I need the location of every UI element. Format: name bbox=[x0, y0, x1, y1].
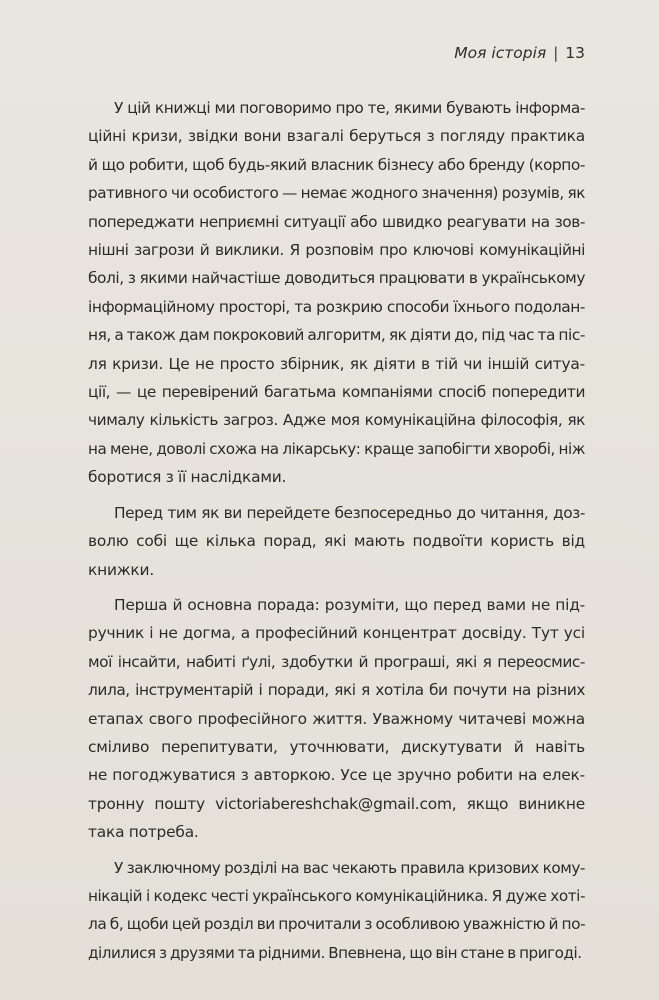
text-line: ції, — це перевірений багатьма компаніями спосіб попередити bbox=[88, 383, 585, 402]
text-line: Перед тим як ви перейдете безпосередньо до читання, доз- bbox=[114, 503, 585, 522]
text-line: волю собі ще кілька порад, які мають подвоїти користь від bbox=[88, 532, 585, 551]
text-line: нішні загрози й виклики. Я розповім про ключові комунікаційні bbox=[88, 241, 585, 260]
page-number: 13 bbox=[565, 44, 585, 62]
text-line: нікацій і кодекс честі українського комунікаційника. Я дуже хоті- bbox=[88, 886, 585, 905]
text-line: тронну пошту victoriabereshchak@gmail.com, якщо виникне bbox=[88, 794, 585, 813]
text-line: лила, інструментарій і поради, які я хотіла би почути на різних bbox=[88, 681, 585, 700]
text-line: ня, а також дам покроковий алгоритм, як діяти до, під час та піс- bbox=[88, 326, 585, 345]
text-line: етапах свого професійного життя. Уважному читачеві можна bbox=[88, 709, 585, 728]
text-line: боротися з її наслідками. bbox=[88, 468, 287, 487]
text-line: сміливо перепитувати, уточнювати, дискутувати й навіть bbox=[88, 737, 585, 756]
paragraph-2 bbox=[88, 499, 585, 584]
text-line: ційні кризи, звідки вони взагалі беруться з погляду практика bbox=[88, 127, 585, 146]
text-line: ділилися з друзями та рідними. Впевнена, що він стане в пригоді. bbox=[88, 943, 582, 962]
text-line: й що робити, щоб будь-який власник бізнесу або бренду (корпо- bbox=[88, 155, 585, 174]
text-line: така потреба. bbox=[88, 823, 199, 842]
text-line: У цій книжці ми поговоримо про те, якими бувають інформа- bbox=[114, 99, 585, 117]
text-line: ля кризи. Це не просто збірник, як діяти в тій чи іншій ситуа- bbox=[88, 354, 585, 373]
running-header bbox=[454, 44, 585, 62]
text-line: болі, з якими найчастіше доводиться працювати в українському bbox=[88, 269, 585, 288]
text-line: чималу кількість загроз. Адже моя комунікаційна філософія, як bbox=[88, 411, 585, 430]
text-line: У заключному розділі на вас чекають правила кризових кому- bbox=[114, 858, 585, 877]
text-line: ративного чи особистого — немає жодного значення) розумів, як bbox=[88, 184, 585, 203]
text-line: не погоджуватися з авторкою. Усе це зручно робити на елек- bbox=[88, 766, 585, 785]
paragraph-1 bbox=[88, 94, 585, 492]
text-line: мої інсайти, набиті ґулі, здобутки й програші, які я переосмис- bbox=[88, 652, 585, 671]
paragraph-4 bbox=[88, 854, 585, 968]
text-line: інформаційному просторі, та розкрию способи їхнього подолан- bbox=[88, 297, 585, 316]
header-separator: | bbox=[553, 44, 559, 62]
text-line: ла б, щоби цей розділ ви прочитали з особливою уважністю й по- bbox=[88, 915, 586, 934]
text-line: попереджати неприємні ситуації або швидко реагувати на зов- bbox=[88, 212, 585, 231]
text-line: на мене, доволі схожа на лікарську: краще запобігти хворобі, ніж bbox=[88, 439, 585, 458]
paragraph-3 bbox=[88, 591, 585, 847]
chapter-title: Моя історія bbox=[454, 44, 547, 62]
text-line: книжки. bbox=[88, 560, 155, 579]
text-line: ручник і не догма, а професійний концентрат досвіду. Тут усі bbox=[88, 624, 585, 643]
text-line: Перша й основна порада: розуміти, що перед вами не під- bbox=[114, 595, 585, 614]
body-text bbox=[88, 94, 585, 974]
